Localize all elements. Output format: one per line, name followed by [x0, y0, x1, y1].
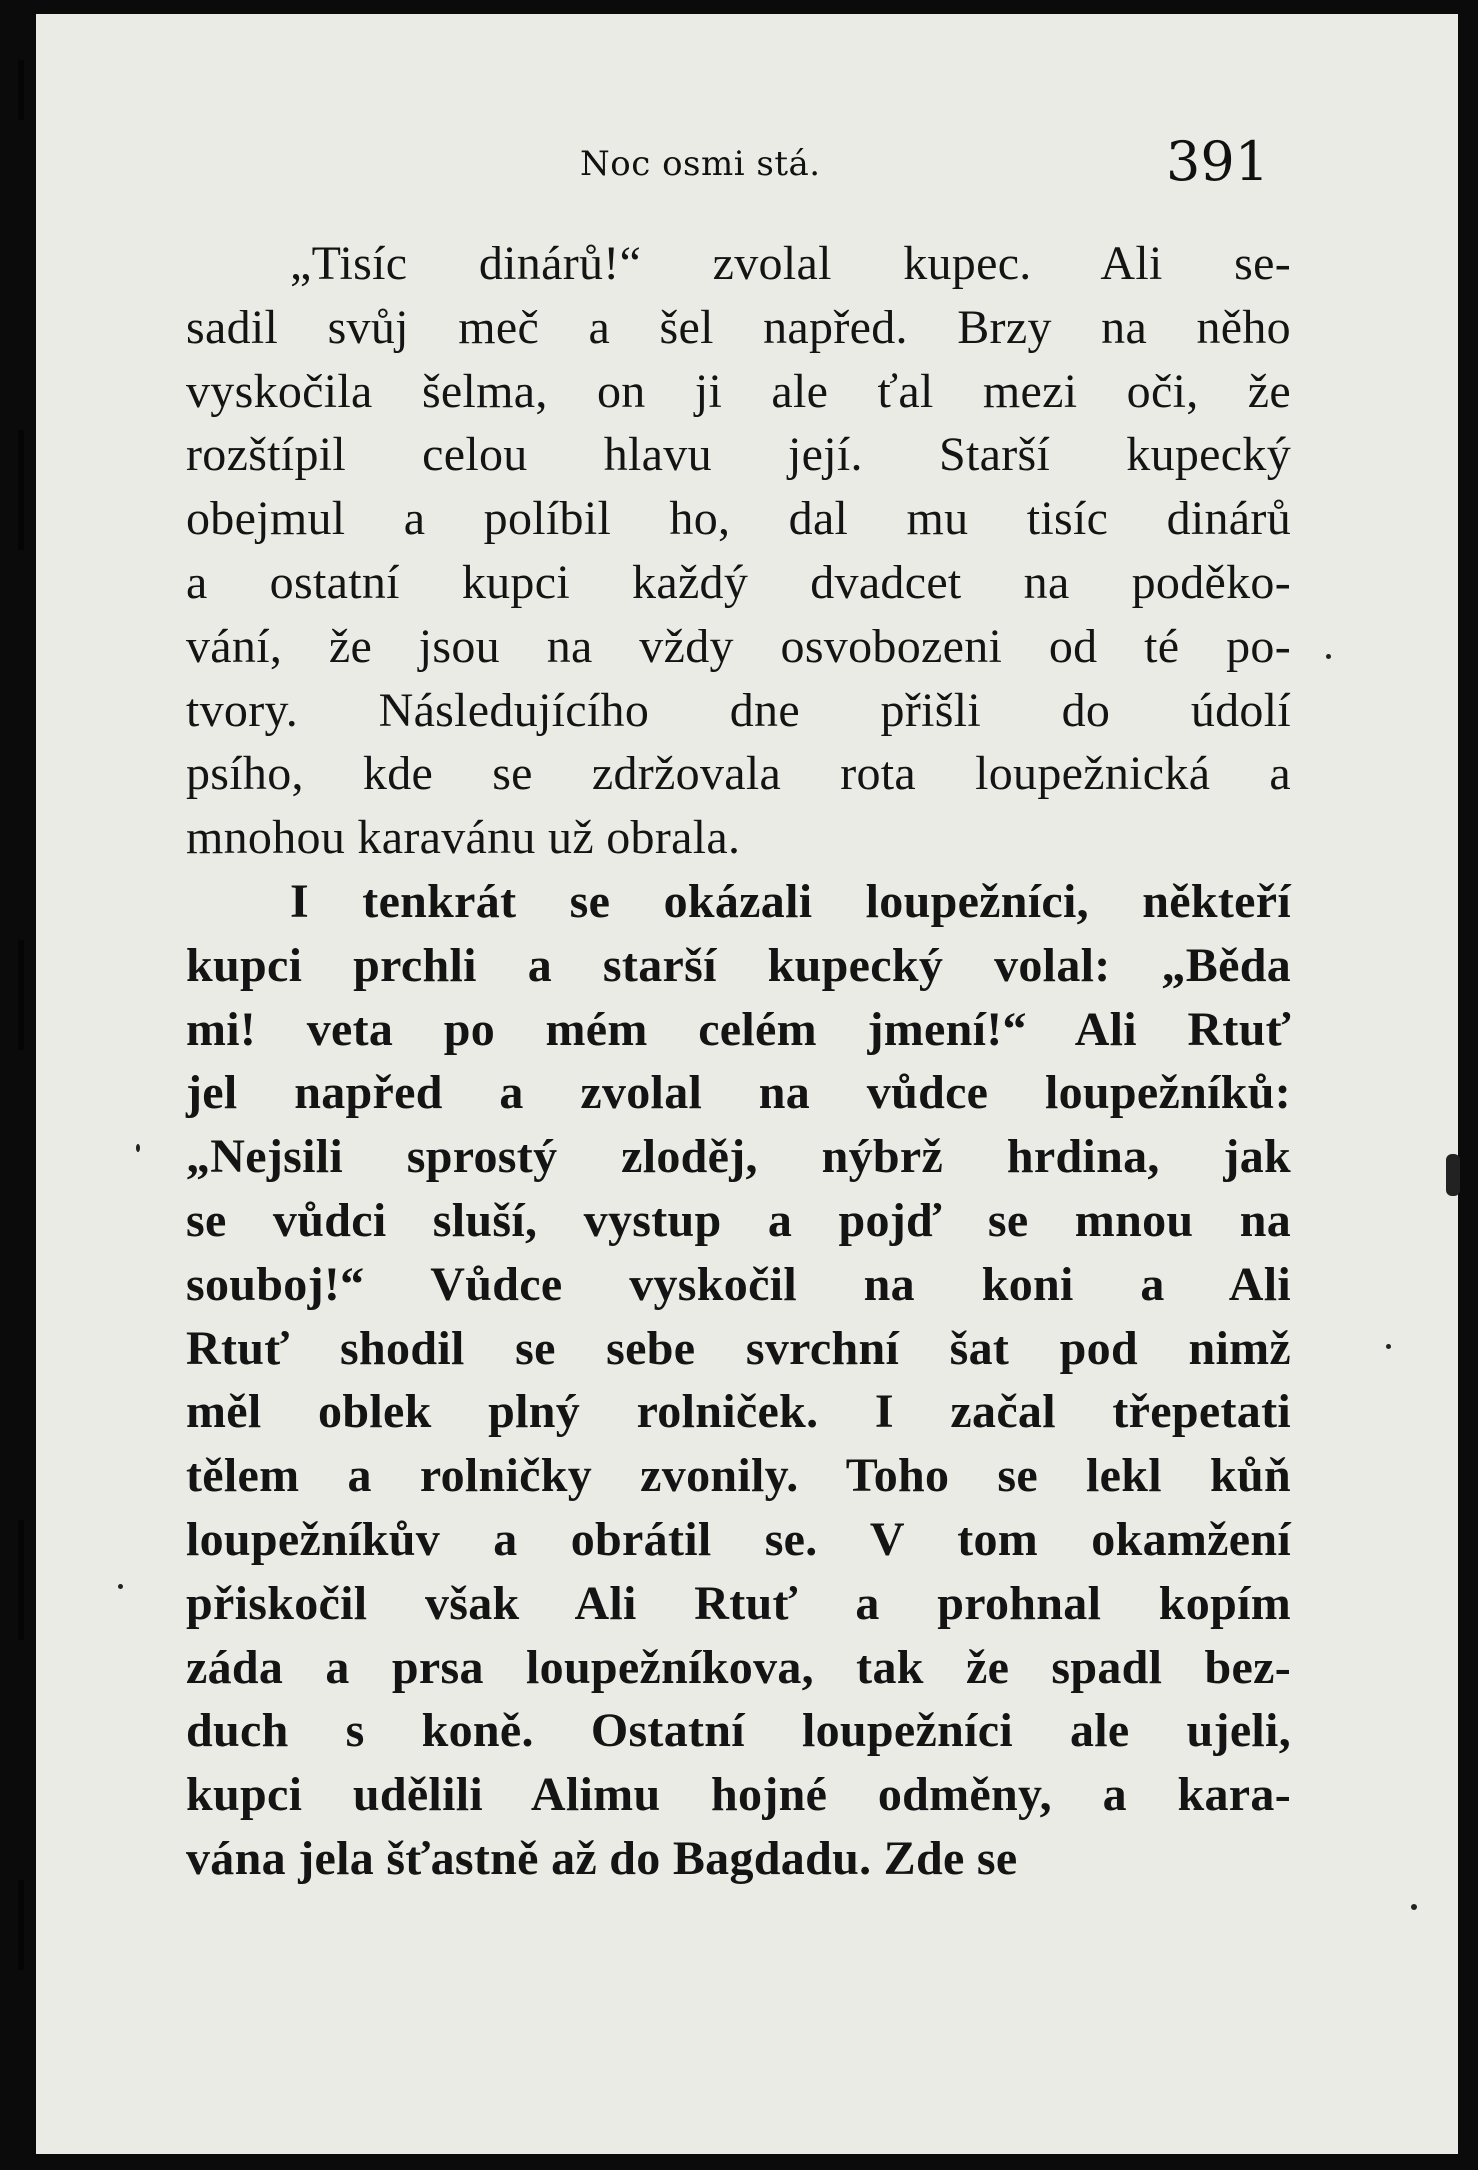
spine-mark	[18, 430, 24, 550]
text-line: rozštípil celou hlavu její. Starší kupecký	[186, 428, 1291, 482]
page-body-text	[186, 232, 1291, 1891]
text-line: tvory. Následujícího dne přišli do údolí	[186, 683, 1291, 737]
text-line: obejmul a políbil ho, dal mu tisíc dinárů	[186, 492, 1291, 546]
text-line: sadil svůj meč a šel napřed. Brzy na něho	[186, 300, 1291, 354]
text-line: mi! veta po mém celém jmení!“ Ali Rtuť	[186, 1002, 1291, 1056]
text-line: a ostatní kupci každý dvadcet na poděko-	[186, 555, 1291, 609]
text-line: kupci prchli a starší kupecký volal: „Běda	[186, 938, 1291, 992]
text-line: kupci udělili Alimu hojné odměny, a kara-	[186, 1768, 1291, 1822]
spine-mark	[18, 1520, 24, 1640]
text-line: jel napřed a zvolal na vůdce loupežníků:	[186, 1066, 1291, 1120]
text-line: vání, že jsou na vždy osvobozeni od té po-	[186, 619, 1291, 673]
text-line: loupežníkův a obrátil se. V tom okamžení	[186, 1512, 1291, 1566]
text-line: Rtuť shodil se sebe svrchní šat pod nimž	[186, 1321, 1291, 1375]
running-title: Noc osmi stá.	[580, 144, 821, 184]
paragraph	[186, 870, 1291, 1891]
text-line: se vůdci sluší, vystup a pojď se mnou na	[186, 1193, 1291, 1247]
paragraph	[186, 232, 1291, 870]
scan-artifact	[136, 1144, 140, 1152]
text-line: vána jela šťastně až do Bagdadu. Zde se	[186, 1831, 1018, 1885]
scan-artifact	[1446, 1154, 1460, 1196]
text-line: tělem a rolničky zvonily. Toho se lekl kůň	[186, 1449, 1291, 1503]
spine-mark	[18, 60, 24, 120]
page-header	[36, 130, 1458, 202]
scan-artifact	[1386, 1344, 1391, 1349]
text-line: psího, kde se zdržovala rota loupežnická a	[186, 747, 1291, 801]
scan-artifact	[118, 1584, 123, 1589]
text-line: mnohou karavánu už obrala.	[186, 811, 741, 865]
page-number: 391	[1166, 130, 1270, 193]
text-line: „Nejsili sprostý zloděj, nýbrž hrdina, jak	[186, 1130, 1291, 1184]
text-line: souboj!“ Vůdce vyskočil na koni a Ali	[186, 1257, 1291, 1311]
spine-mark	[18, 940, 24, 1050]
spine-mark	[18, 1880, 24, 1970]
book-spine-shadow	[0, 0, 36, 2170]
scan-artifact	[1411, 1904, 1417, 1910]
text-line: přiskočil však Ali Rtuť a prohnal kopím	[186, 1576, 1291, 1630]
text-line: záda a prsa loupežníkova, tak že spadl bez-	[186, 1640, 1291, 1694]
text-line: vyskočila šelma, on ji ale ťal mezi oči, že	[186, 364, 1291, 418]
book-page	[36, 14, 1458, 2154]
text-line: „Tisíc dinárů!“ zvolal kupec. Ali se-	[290, 237, 1291, 290]
text-line: duch s koně. Ostatní loupežníci ale ujeli,	[186, 1704, 1291, 1758]
scan-artifact	[1326, 654, 1331, 659]
text-line: I tenkrát se okázali loupežníci, někteří	[290, 874, 1291, 928]
text-line: měl oblek plný rolniček. I začal třepetati	[186, 1385, 1291, 1439]
